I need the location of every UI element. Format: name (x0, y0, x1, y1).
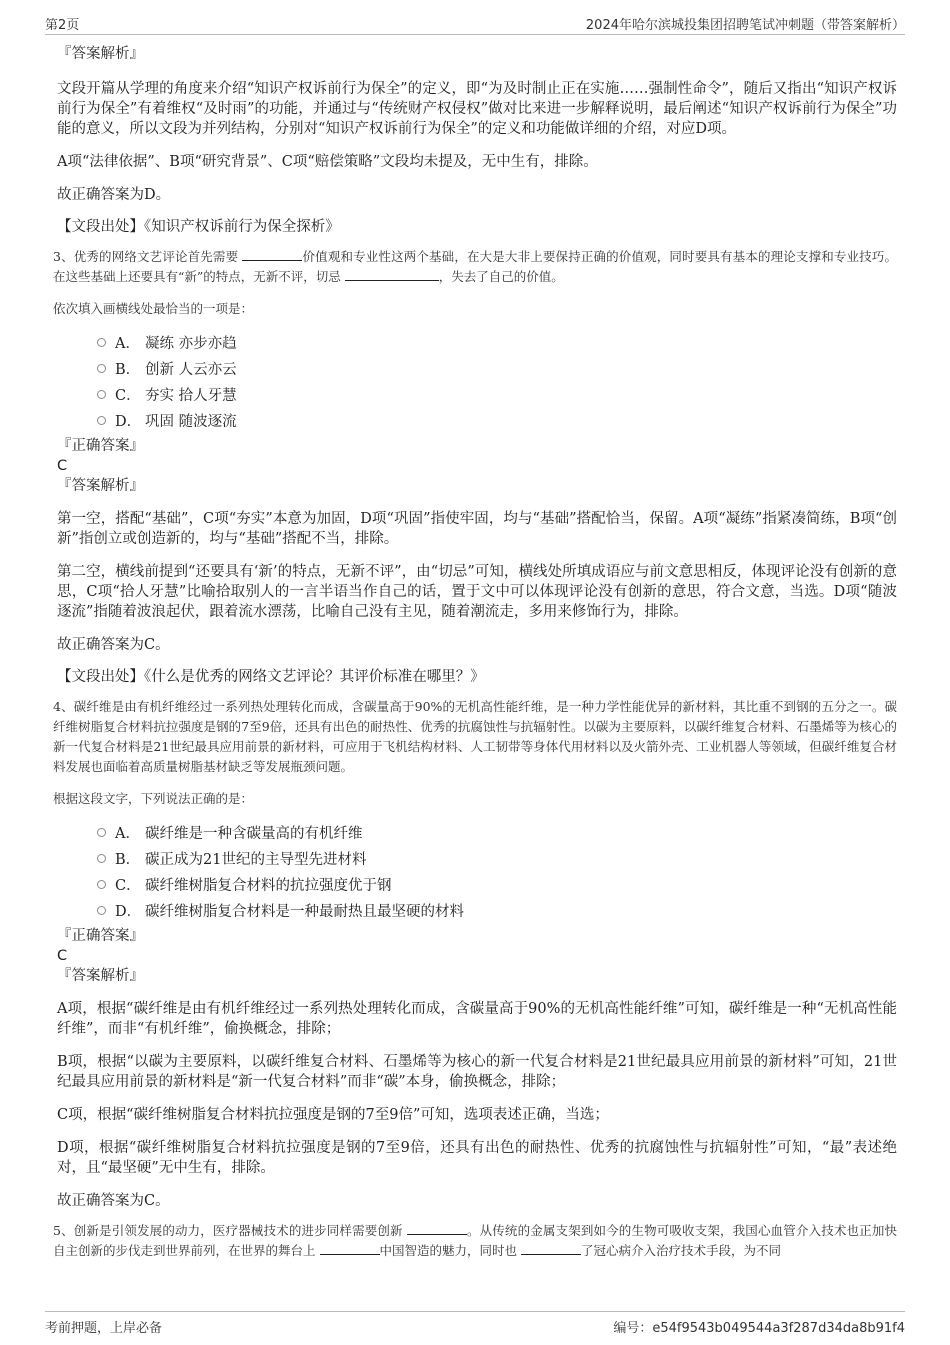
q4-answer-line: 故正确答案为C。 (57, 1193, 170, 1209)
q4-prompt: 根据这段文字，下列说法正确的是： (53, 791, 254, 806)
option-label: D． (115, 414, 142, 430)
q5-stem-d: 了冠心病介入治疗技术手段，为不同 (581, 1243, 782, 1258)
q4-option-d[interactable] (57, 898, 897, 924)
option-text: 夯实 拾人牙慧 (145, 388, 237, 404)
q3-stem (53, 247, 897, 287)
q3-source: 【文段出处】《什么是优秀的网络文艺评论？其评价标准在哪里？》 (57, 669, 485, 685)
q3-options (57, 330, 897, 434)
q4-stem: 4、碳纤维是由有机纤维经过一系列热处理转化而成，含碳量高于90%的无机高性能纤维，是一种力学性能优异的新材料，其比重不到钢的五分之一。碳纤维树脂复合材料抗拉强度是钢的7至9倍，还具有出色的耐热性、优秀的抗腐蚀性与抗辐射性。以碳为主要原料，以碳纤维复合材料、石墨烯等为核心的新一代复合材料是21世纪最具应用前景的新材料，可应用于飞机结构材料、人工韧带等身体代用材料以及火箭外壳、工业机器人等领域，但碳纤维复合材料发展也面临着高质量树脂基材缺乏等发展瓶颈问题。 (53, 699, 897, 774)
q3-prompt: 依次填入画横线处最恰当的一项是： (53, 301, 254, 316)
q4-analysis-b: B项，根据“以碳为主要原料，以碳纤维复合材料、石墨烯等为核心的新一代复合材料是21世纪最具应用前景的新材料”可知，21世纪最具应用前景的新材料是“新一代复合材料”而非“碳”本身，偷换概念，排除； (57, 1054, 897, 1090)
q4-option-c[interactable] (57, 872, 897, 898)
q3-stem-b: 价值观和专业性这两个基础，在大是大非上要保持正确的价值观，同时要具有基本的理论支撑和专业技巧。在这些基础上还要具有“新”的特点，无新不评，切忌 (53, 249, 897, 284)
q4-analysis-label: 『答案解析』 (57, 968, 144, 984)
radio-icon[interactable] (97, 390, 106, 399)
q4-option-b[interactable] (57, 846, 897, 872)
q4-options (57, 820, 897, 924)
q5-stem-a: 5、创新是引领发展的动力，医疗器械技术的进步同样需要创新 (53, 1223, 403, 1238)
q5-stem-c: 中国智造的魅力，同时也 (379, 1243, 518, 1258)
q4-correct-answer: C (57, 948, 68, 964)
document-title: 2024年哈尔滨城投集团招聘笔试冲刺题（带答案解析） (585, 18, 905, 33)
q3-stem-a: 3、优秀的网络文艺评论首先需要 (53, 249, 239, 264)
option-text: 碳纤维是一种含碳量高的有机纤维 (145, 826, 363, 842)
q3-correct-answer: C (57, 458, 68, 474)
q2-analysis-label: 『答案解析』 (57, 46, 144, 62)
q3-blank-2 (345, 267, 439, 281)
q2-analysis-p1: 文段开篇从学理的角度来介绍“知识产权诉前行为保全”的定义，即“为及时制止正在实施……强制性命令”，随后又指出“知识产权诉前行为保全”有着维权“及时雨”的功能，并通过与“传统财产权侵权”做对比来进一步解释说明，最后阐述“知识产权诉前行为保全”功能的意义，所以文段为并列结构，分别对“知识产权诉前行为保全”的定义和功能做详细的介绍，对应D项。 (57, 81, 897, 137)
radio-icon[interactable] (97, 906, 106, 915)
q3-analysis-p2: 第二空，横线前提到“还要具有‘新’的特点，无新不评”，由“切忌”可知，横线处所填成语应与前文意思相反，体现评论没有创新的意思，C项“拾人牙慧”比喻拾取别人的一言半语当作自己的话，置于文中可以体现评论没有创新的意思，符合文意，当选。D项“随波逐流”指随着波浪起伏，跟着流水漂荡，比喻自己没有主见，随着潮流走，多用来修饰行为，排除。 (57, 564, 897, 620)
q4-correct-label: 『正确答案』 (57, 928, 144, 944)
q4-analysis-a: A项，根据“碳纤维是由有机纤维经过一系列热处理转化而成，含碳量高于90%的无机高性能纤维”可知，碳纤维是一种“无机高性能纤维”，而非“有机纤维”，偷换概念，排除； (57, 1001, 897, 1037)
q2-source: 【文段出处】《知识产权诉前行为保全探析》 (57, 219, 340, 235)
radio-icon[interactable] (97, 854, 106, 863)
option-text: 碳正成为21世纪的主导型先进材料 (145, 852, 367, 868)
page-footer (45, 1311, 905, 1336)
page-header (45, 12, 905, 35)
page-content (53, 44, 897, 1261)
page-number: 第2页 (45, 18, 80, 33)
q2-analysis-p2: A项“法律依据”、B项“研究背景”、C项“赔偿策略”文段均未提及，无中生有，排除。 (57, 154, 598, 170)
radio-icon[interactable] (97, 416, 106, 425)
option-label: D． (115, 904, 142, 920)
radio-icon[interactable] (97, 828, 106, 837)
option-label: B． (115, 852, 141, 868)
option-text: 凝练 亦步亦趋 (145, 336, 237, 352)
q3-option-d[interactable] (57, 408, 897, 434)
q4-analysis-c: C项，根据“碳纤维树脂复合材料抗拉强度是钢的7至9倍”可知，选项表述正确，当选； (57, 1107, 609, 1123)
option-label: B． (115, 362, 141, 378)
q3-analysis-label: 『答案解析』 (57, 478, 144, 494)
q4-analysis-d: D项，根据“碳纤维树脂复合材料抗拉强度是钢的7至9倍，还具有出色的耐热性、优秀的抗腐蚀性与抗辐射性”可知，“最”表述绝对，且“最坚硬”无中生有，排除。 (57, 1140, 897, 1176)
radio-icon[interactable] (97, 364, 106, 373)
q3-option-b[interactable] (57, 356, 897, 382)
option-text: 创新 人云亦云 (145, 362, 237, 378)
q5-blank-2 (320, 1241, 380, 1255)
option-text: 巩固 随波逐流 (145, 414, 237, 430)
option-label: C． (115, 388, 141, 404)
q3-option-c[interactable] (57, 382, 897, 408)
q5-blank-1 (407, 1221, 467, 1235)
q3-analysis-p1: 第一空，搭配“基础”，C项“夯实”本意为加固，D项“巩固”指使牢固，均与“基础”搭配恰当，保留。A项“凝练”指紧凑简练，B项“创新”指创立或创造新的，均与“基础”搭配不当，排除。 (57, 511, 897, 547)
document-code: 编号：e54f9543b049544a3f287d34da8b91f4 (613, 1321, 905, 1336)
q5-stem (53, 1221, 897, 1261)
q3-blank-1 (242, 247, 302, 261)
q4-option-a[interactable] (57, 820, 897, 846)
q5-stem-b: 。从传统的金属支架到如今的生物可吸收支架，我国心血管介入技术也正加快自主创新的步伐走到世界前列，在世界的舞台上 (53, 1223, 897, 1258)
q3-stem-c: ，失去了自己的价值。 (438, 269, 564, 284)
q3-answer-line: 故正确答案为C。 (57, 637, 170, 653)
radio-icon[interactable] (97, 338, 106, 347)
option-text: 碳纤维树脂复合材料是一种最耐热且最坚硬的材料 (145, 904, 464, 920)
option-text: 碳纤维树脂复合材料的抗拉强度优于钢 (145, 878, 392, 894)
footer-slogan: 考前押题，上岸必备 (45, 1321, 163, 1336)
option-label: A． (115, 336, 140, 352)
q2-answer-line: 故正确答案为D。 (57, 187, 171, 203)
q3-correct-label: 『正确答案』 (57, 438, 144, 454)
q3-option-a[interactable] (57, 330, 897, 356)
radio-icon[interactable] (97, 880, 106, 889)
option-label: A． (115, 826, 140, 842)
option-label: C． (115, 878, 141, 894)
q5-blank-3 (521, 1241, 581, 1255)
